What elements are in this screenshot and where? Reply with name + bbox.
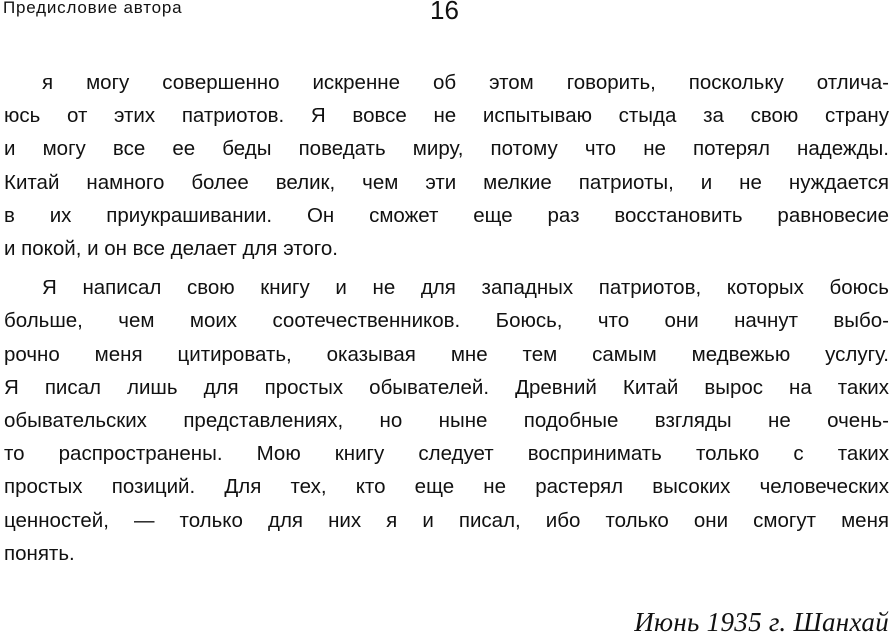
text-line: в их приукрашивании. Он сможет еще раз восстановить равновесие [4, 203, 889, 227]
text-line: обывательских представлениях, но ныне подобные взгляды не очень- [4, 409, 889, 433]
body-text [4, 66, 889, 570]
text-line: понять. [4, 541, 75, 565]
text-line: и могу все ее беды поведать миру, потому что не потерял надежды. [4, 137, 889, 161]
text-line: то распространены. Мою книгу следует воспринимать только с таких [4, 442, 889, 466]
text-line: Китай намного более велик, чем эти мелкие патриоты, и не нуждается [4, 170, 889, 194]
text-line: юсь от этих патриотов. Я вовсе не испытываю стыда за свою страну [4, 104, 889, 128]
text-line: больше, чем моих соотечественников. Боюсь, что они начнут выбо- [4, 309, 889, 333]
text-line: и покой, и он все делает для этого. [4, 237, 338, 261]
signature-date-place: Июнь 1935 г. Шанхай [634, 607, 889, 637]
page-number: 16 [430, 0, 459, 25]
running-title: Предисловие автора [3, 0, 183, 17]
text-line: я могу совершенно искренне об этом говорить, поскольку отлича- [42, 71, 889, 94]
text-line: Я писал лишь для простых обывателей. Древний Китай вырос на таких [4, 375, 889, 399]
text-line: ценностей, — только для них я и писал, ибо только они смогут меня [4, 508, 889, 532]
paragraph-1 [4, 66, 889, 265]
text-line: простых позиций. Для тех, кто еще не растерял высоких человеческих [4, 475, 889, 499]
text-line: Я написал свою книгу и не для западных патриотов, которых боюсь [42, 276, 889, 300]
paragraph-2 [4, 271, 889, 570]
text-line: рочно меня цитировать, оказывая мне тем самым медвежью услугу. [4, 342, 889, 366]
